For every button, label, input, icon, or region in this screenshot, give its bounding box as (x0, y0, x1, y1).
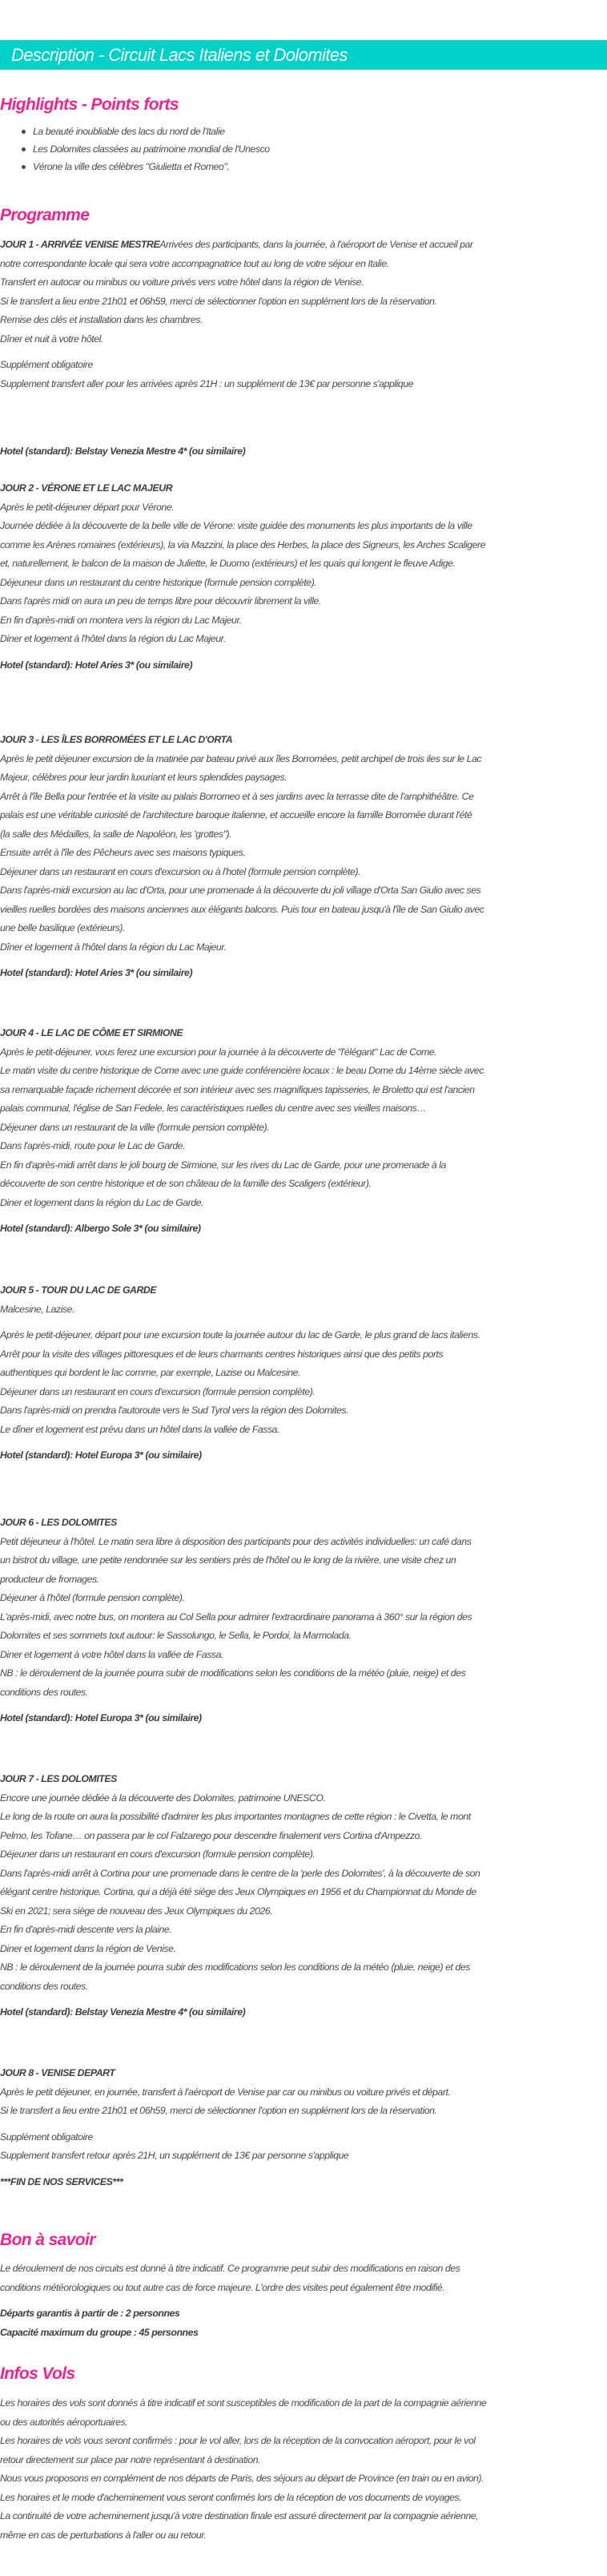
programme-heading: Programme (0, 206, 90, 224)
page-title-banner (0, 40, 607, 70)
hotel-info: Hotel (standard): Belstay Venezia Mestre 4* (ou similaire) (0, 2006, 246, 2018)
day-4: JOUR 4 - LE LAC DE CÔME ET SIRMIONE Après le petit-déjeuner, vous ferez une excursion pour la journée à la découverte de "l'élégant" Lac de Come. Le matin visite du centre historique de Come avec une guide conférencière locaux : le beau Dome du 14ème siècle avec sa remarquable façade richement décorée et son intérieur avec ses magnifiques tapisseries, le Broletto qui est l'ancien palais communal, l'église de San Fedele, les caractéristiques ruelles du centre avec ses vieilles maisons… Déjeuner dans un restaurant de la ville (formule pension complète). Dans l'après-midi, route pour le Lac de Garde. En fin d'après-midi arrêt dans le joli bourg de Sirmione, sur les rives du Lac de Garde, pour une promenade à la découverte de son centre historique et de son château de la famille des Scaligers (extérieur). Diner et logement dans la région du Lac de Garde. Hotel (standard): Albergo Sole 3* (ou similaire) (0, 1024, 607, 1239)
day-5: JOUR 5 - TOUR DU LAC DE GARDE Malcesine, Lazise. Après le petit-déjeuner, départ pour une excursion toute la journée autour du lac de Garde, le plus grand de lacs italiens. Arrêt pour la visite des villages pittoresques et de leurs charmants centres historiques ainsi que des petits ports authentiques qui bordent le lac comme, par exemple, Lazise ou Malcesine. Déjeuner dans un restaurant en cours d'excursion (formule pension complète). Dans l'après-midi on prendra l'autoroute vers le Sud Tyrol vers la région des Dolomites. Le dîner et logement est prévu dans un hôtel dans la vallée de Fassa. Hotel (standard): Hotel Europa 3* (ou similaire) (0, 1281, 607, 1465)
highlights-list (0, 123, 607, 175)
highlight-item: Vérone la ville des célèbres "Giulietta et Romeo". (0, 158, 607, 175)
supplement-text: Supplement transfert retour après 21H, un supplément de 13€ par personne s'applique (0, 2150, 349, 2161)
day-2: JOUR 2 - VÉRONE ET LE LAC MAJEUR Après le petit-déjeuner départ pour Vérone. Journée dédiée à la découverte de la belle ville de Vérone: visite guidée des monuments les plus importants de la ville comme les Arènes romaines (extérieurs), la via Mazzini, la place des Herbes, la place des Signeurs, les Arches Scaligere et, naturellement, le balcon de la maison de Juliette, le Duomo (extérieurs) et les quais qui longent le fleuve Adige. Déjeuneur dans un restaurant du centre historique (formule pension complète). Dans l'après midi on aura un peu de temps libre pour découvrir librement la ville. En fin d'après-midi on montera vers la région du Lac Majeur. Diner et logement à l'hôtel dans la région du Lac Majeur. Hotel (standard): Hotel Aries 3* (ou similaire) (0, 479, 607, 675)
supplement-label: Supplément obligatoire (0, 2131, 93, 2143)
supplement-label: Supplément obligatoire (0, 359, 93, 370)
highlights-heading: Highlights - Points forts (0, 95, 179, 114)
day-title: JOUR 4 - LE LAC DE CÔME ET SIRMIONE (0, 1027, 183, 1038)
day-3: JOUR 3 - LES ÎLES BORROMÉES ET LE LAC D'ORTA Après le petit déjeuner excursion de la matinée par bateau privé aux îles Borromées, petit archipel de trois iles sur le Lac Majeur, célèbres pour leur jardin luxuriant et leurs splendides paysages. Arrêt à l'île Bella pour l'entrée et la visite au palais Borromeo et à ses jardins avec la terrasse dite de l'amphithéâtre. Ce palais est une véritable curiosité de l'architecture baroque italienne, et accueille encore la famille Borromée durant l'été (la salle des Médailles, la salle de Napoléon, les 'grottes"). Ensuite arrêt à l'île des Pêcheurs avec ses maisons typiques. Déjeuner dans un restaurant en cours d'excursion ou à l'hotel (formule pension complète). Dans l'après-midi excursion au lac d'Orta, pour une promenade à la découverte du joli village d'Orta San Giulio avec ses vieilles ruelles bordées des maisons anciennes aux élégants balcons. Puis tour en bateau jusqu'à l'île de San Giulio avec une belle basilique (extérieurs). Dîner et logement à l'hôtel dans la région du Lac Majeur. Hotel (standard): Hotel Aries 3* (ou similaire) (0, 731, 607, 983)
day-title: JOUR 6 - LES DOLOMITES (0, 1517, 117, 1528)
bon-a-savoir-content: Le déroulement de nos circuits est donné à titre indicatif. Ce programme peut subir des modifications en raison des conditions météorologiques ou tout autre cas de force majeure. L'ordre des visites peut également être modifié. Départs garantis à partir de : 2 personnes Capacité maximum du groupe : 45 personnes (0, 2260, 607, 2342)
capacite-maximum: Capacité maximum du groupe : 45 personnes (0, 2326, 199, 2338)
bullet-icon (22, 130, 26, 134)
day-7: JOUR 7 - LES DOLOMITES Encore une journée dédiée à la découverte des Dolomites, patrimoine UNESCO. Le long de la route on aura la possibilité d'admirer les plus importantes montagnes de cette région : le Civetta, le mont Pelmo, les Tofane… on passera par le col Falzarego pour descendre finalement vers Cortina d'Ampezzo. Déjeuner dans un restaurant en cours d'excursion (formule pension complète). Dans l'après-midi arrêt à Cortina pour une promenade dans le centre de la 'perle des Dolomites', à la découverte de son élégant centre historique. Cortina, qui a déjà été siège des Jeux Olympiques en 1956 et du Championnat du Monde de Ski en 2021; sera siège de nouveau des Jeux Olympiques du 2026. En fin d'après-midi descente vers la plaine. Diner et logement dans la région de Venise. NB : le déroulement de la journée pourra subir des modifications selon les conditions de la météo (pluie, neige) et des conditions des routes. Hotel (standard): Belstay Venezia Mestre 4* (ou similaire) (0, 1770, 607, 2022)
day-title: JOUR 8 - VENISE DEPART (0, 2067, 115, 2078)
hotel-info: Hotel (standard): Albergo Sole 3* (ou similaire) (0, 1223, 201, 1234)
infos-vols-heading: Infos Vols (0, 2364, 75, 2383)
day-8: JOUR 8 - VENISE DEPART Après le petit déjeuner, en journée, transfert à l'aéroport de Venise par car ou minibus ou voiture privés et départ. Si le transfert a lieu entre 21h01 et 06h59, merci de sélectionner l'option en supplément lors de la réservation. Supplément obligatoire Supplement transfert retour après 21H, un supplément de 13€ par personne s'applique ***FIN DE NOS SERVICES*** (0, 2064, 607, 2191)
day-title: JOUR 2 - VÉRONE ET LE LAC MAJEUR (0, 482, 173, 494)
highlight-item: Les Dolomites classées au patrimoine mondial de l'Unesco (0, 140, 607, 158)
end-of-services-note: ***FIN DE NOS SERVICES*** (0, 2175, 123, 2187)
infos-vols-content: Les horaires des vols sont donnés à titre indicatif et sont susceptibles de modification de la part de la compagnie aérienne ou des autorités aéroportuaires. Les horaires de vols vous seront confirmés : pour le vol aller, lors de la réception de la convocation aéroport, pour le vol retour directement sur place par notre représentant à destination. Nous vous proposons en complément de nos départs de Paris, des séjours au départ de Province (en train ou en avion). Les horaires et le mode d'acheminement vous seront confirmés lors de la réception de vos documents de voyages. La continuité de votre acheminement jusqu'à votre destination finale est assuré directement par la compagnie aérienne, même en cas de perturbations à l'aller ou au retour. (0, 2397, 487, 2541)
highlight-item: La beauté inoubliable des lacs du nord de l'Italie (0, 123, 607, 140)
day-title: JOUR 5 - TOUR DU LAC DE GARDE (0, 1284, 157, 1296)
day-title: JOUR 1 - ARRIVÉE VENISE MESTRE (0, 239, 160, 250)
page-title: Description - Circuit Lacs Italiens et Dolomites (11, 45, 348, 65)
day-6: JOUR 6 - LES DOLOMITES Petit déjeuneur à l'hôtel. Le matin sera libre à disposition des participants pour des activités individuelles: un café dans un bistrot du village, une petite rendonnée sur les sentiers près de l'hôtel ou le long de la rivière, une visite chez un producteur de fromages. Déjeuner à l'hôtel (formule pension complète). L'après-midi, avec notre bus, on montera au Col Sella pour admirer l'extraordinaire panorama à 360° sur la région des Dolomites et ses sommets tout autour: le Sassolungo, le Sella, le Pordoi, la Marmolada. Diner et logement à votre hôtel dans la vallée de Fassa. NB : le déroulement de la journée pourra subir de modifications selon les conditions de la météo (pluie, neige) et des conditions des routes. Hotel (standard): Hotel Europa 3* (ou similaire) (0, 1514, 607, 1728)
hotel-info: Hotel (standard): Hotel Europa 3* (ou similaire) (0, 1712, 202, 1723)
hotel-info: Hotel (standard): Hotel Aries 3* (ou similaire) (0, 659, 193, 671)
bullet-icon (22, 147, 26, 151)
hotel-info: Hotel (standard): Hotel Europa 3* (ou similaire) (0, 1449, 202, 1461)
day-title: JOUR 7 - LES DOLOMITES (0, 1773, 117, 1784)
day-1: JOUR 1 - ARRIVÉE VENISE MESTREArrivées des participants, dans la journée, à l'aéroport de Venise et accueil par notre correspondante locale qui sera votre accompagnatrice tout au long de votre séjour en Italie. Transfert en autocar ou minibus ou voiture privés vers votre hôtel dans la région de Venise. Si le transfert a lieu entre 21h01 et 06h59, merci de sélectionner l'option en supplément lors de la réservation. Remise des clés et installation dans les chambres. Dîner et nuit à votre hôtel. Supplément obligatoire Supplement transfert aller pour les arrivées après 21H : un supplément de 13€ par personne s'applique (0, 236, 607, 393)
supplement-text: Supplement transfert aller pour les arrivées après 21H : un supplément de 13€ par personne s'applique (0, 377, 414, 389)
bon-a-savoir-heading: Bon à savoir (0, 2231, 95, 2249)
day-subtitle: Malcesine, Lazise. (0, 1303, 75, 1315)
hotel-info: Hotel (standard): Hotel Aries 3* (ou similaire) (0, 967, 193, 978)
hotel-info: Hotel (standard): Belstay Venezia Mestre 4* (ou similaire) (0, 445, 246, 457)
day-title: JOUR 3 - LES ÎLES BORROMÉES ET LE LAC D'ORTA (0, 734, 233, 745)
departs-garantis: Départs garantis à partir de : 2 personnes (0, 2308, 180, 2319)
bullet-icon (22, 165, 26, 169)
